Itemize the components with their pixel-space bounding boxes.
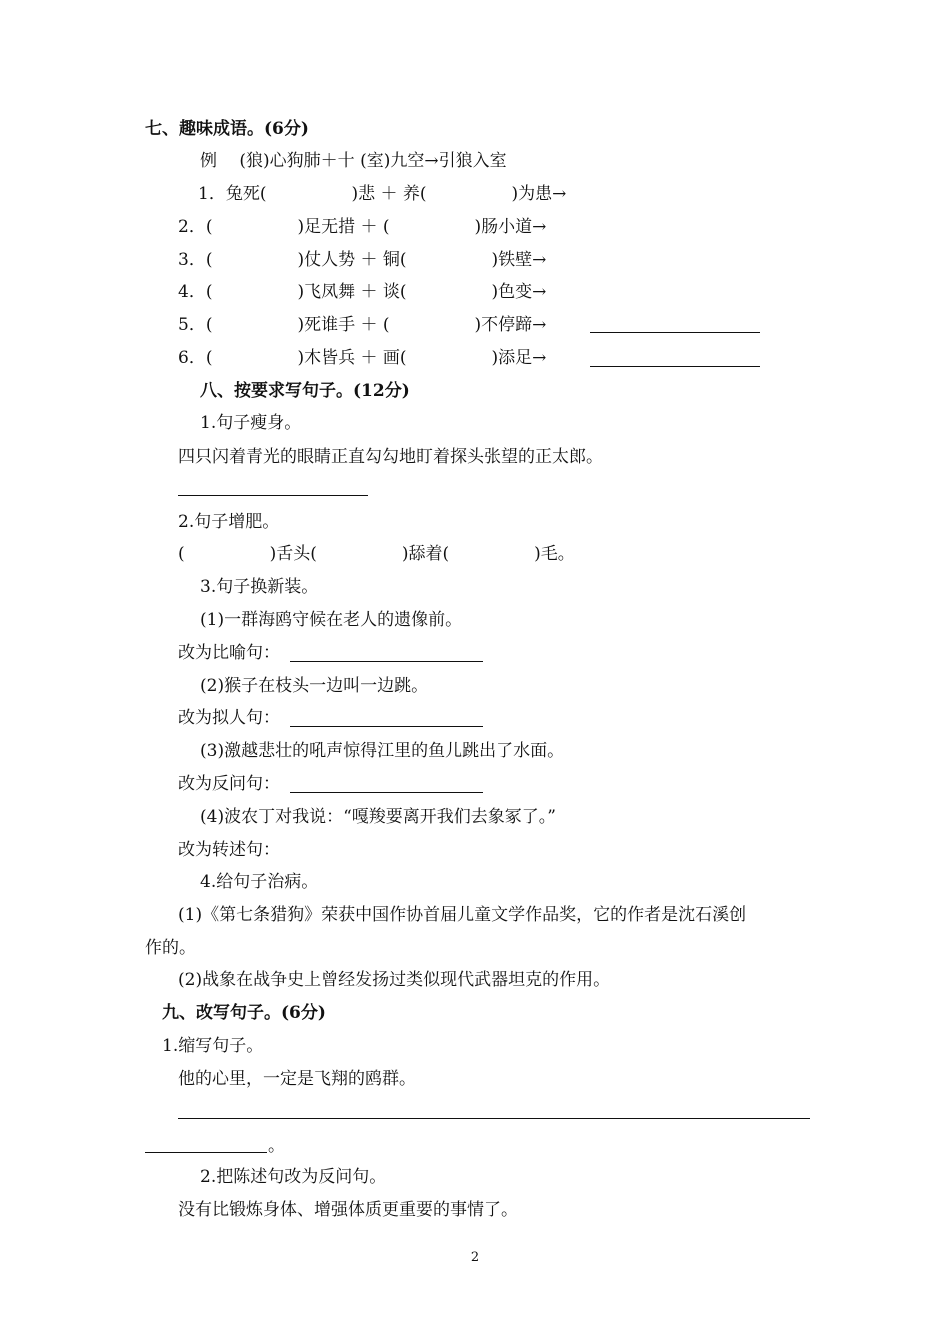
answer-line-6[interactable] <box>590 366 760 367</box>
s9-q2-sentence: 没有比锻炼身体、增强体质更重要的事情了。 <box>178 1200 518 1220</box>
idiom-item-5: 5．( )死谁手 ＋ ( )不停蹄→ <box>178 315 547 335</box>
q3-prompt-4: 改为转述句： <box>178 840 280 860</box>
q3-sentence-3: (3)激越悲壮的吼声惊得江里的鱼儿跳出了水面。 <box>200 741 565 761</box>
idiom-item-3: 3．( )仗人势 ＋ 铜( )铁壁→ <box>178 250 547 270</box>
page-number: 2 <box>470 1250 480 1265</box>
q3-prompt-2: 改为拟人句： <box>178 708 280 728</box>
q2-sentence: ( )舌头( )舔着( )毛。 <box>178 544 575 564</box>
q3-answer-line-3[interactable] <box>290 792 483 793</box>
s9-q2-title: 2.把陈述句改为反问句。 <box>200 1167 387 1187</box>
section-9-title: 九、改写句子。(6分) <box>162 1003 326 1023</box>
idiom-example: 例 (狼)心狗肺＋十 (室)九空→引狼入室 <box>200 151 507 171</box>
q3-answer-line-1[interactable] <box>290 661 483 662</box>
s9-q1-title: 1.缩写句子。 <box>162 1036 264 1056</box>
q4-item-2: (2)战象在战争史上曾经发扬过类似现代武器坦克的作用。 <box>178 970 611 990</box>
q2-title: 2.句子增肥。 <box>178 512 280 532</box>
s9-q1-sentence: 他的心里，一定是飞翔的鸥群。 <box>178 1069 416 1089</box>
idiom-item-4: 4．( )飞凤舞 ＋ 谈( )色变→ <box>178 282 547 302</box>
q3-prompt-3: 改为反问句： <box>178 774 280 794</box>
s9-q1-answer-line-1[interactable] <box>178 1118 810 1119</box>
q3-sentence-4: (4)波农丁对我说：“嘎羧要离开我们去象冢了。” <box>200 807 556 827</box>
answer-line-5[interactable] <box>590 332 760 333</box>
section-7-title: 七、趣味成语。(6分) <box>145 119 309 139</box>
q3-title: 3.句子换新装。 <box>200 577 319 597</box>
idiom-item-1: 1．兔死( )悲 ＋ 养( )为患→ <box>198 184 567 204</box>
q3-prompt-1: 改为比喻句： <box>178 643 280 663</box>
q4-title: 4.给句子治病。 <box>200 872 319 892</box>
q3-answer-line-2[interactable] <box>290 726 483 727</box>
q3-sentence-1: (1)一群海鸥守候在老人的遗像前。 <box>200 610 463 630</box>
q1-answer-line[interactable] <box>178 495 368 496</box>
s9-q1-end-mark: 。 <box>268 1136 285 1156</box>
q3-sentence-2: (2)猴子在枝头一边叫一边跳。 <box>200 676 429 696</box>
idiom-item-2: 2．( )足无措 ＋ ( )肠小道→ <box>178 217 547 237</box>
q4-item-1-line-2: 作的。 <box>145 938 196 958</box>
idiom-item-6: 6．( )木皆兵 ＋ 画( )添足→ <box>178 348 547 368</box>
q4-item-1-line-1: (1)《第七条猎狗》荣获中国作协首届儿童文学作品奖，它的作者是沈石溪创 <box>178 905 747 925</box>
q1-sentence: 四只闪着青光的眼睛正直勾勾地盯着探头张望的正太郎。 <box>178 447 603 467</box>
q1-title: 1.句子瘦身。 <box>200 413 302 433</box>
section-8-title: 八、按要求写句子。(12分) <box>200 381 410 401</box>
s9-q1-answer-line-2[interactable] <box>145 1152 267 1153</box>
